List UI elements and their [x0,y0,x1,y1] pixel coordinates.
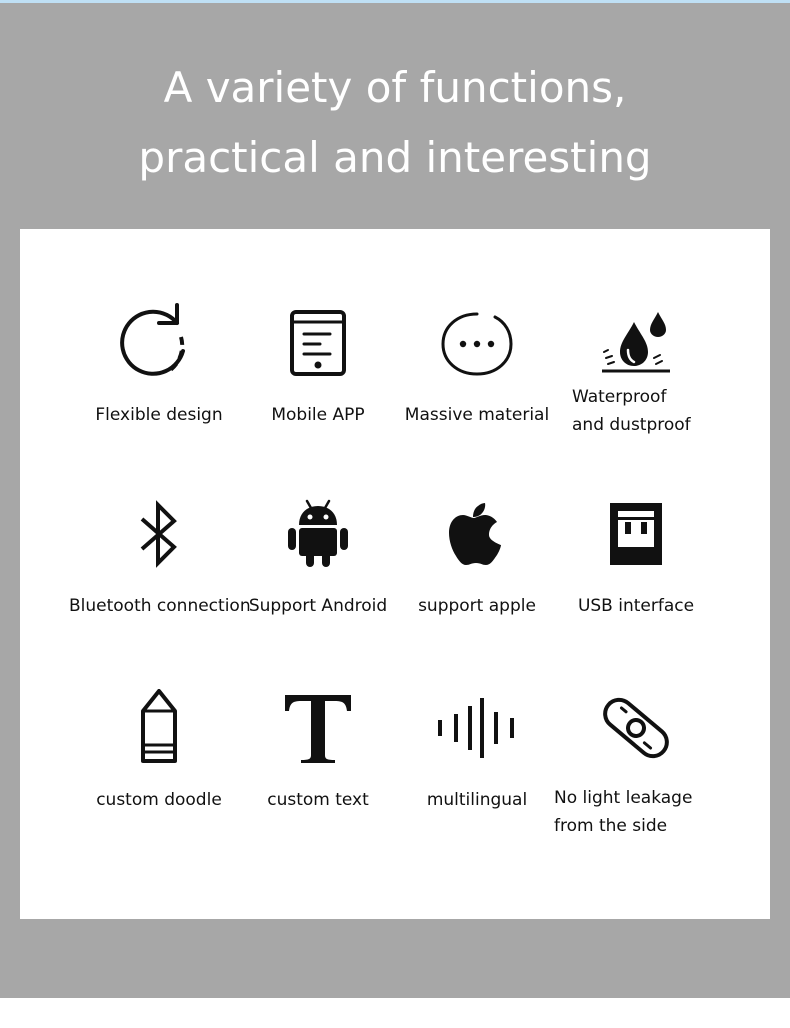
pencil-icon [117,686,201,770]
feature-custom-doodle [79,686,239,836]
text-icon [276,686,360,770]
headline [0,53,790,193]
feature-card [20,229,770,919]
refresh-icon [117,301,201,385]
chat-bubble-icon [435,301,519,385]
feature-mobile-app [238,301,398,451]
bluetooth-icon [117,492,201,576]
feature-label: support apple [418,596,536,616]
feature-label-line-1: No light leakage [554,788,693,808]
apple-icon [435,492,519,576]
waterproof-icon [594,301,678,385]
android-icon [276,492,360,576]
mobile-app-icon [276,301,360,385]
feature-custom-text [238,686,398,836]
feature-bluetooth [69,492,251,642]
feature-apple [397,492,557,642]
feature-flexible-design [79,301,239,451]
feature-label: USB interface [577,596,695,616]
feature-usb [556,492,716,642]
feature-label: Support Android [248,596,388,616]
sound-wave-icon [435,686,519,770]
headline-line-1: A variety of functions, [163,63,627,112]
feature-label: Mobile APP [271,405,365,425]
feature-label: multilingual [426,790,528,810]
feature-android [238,492,398,642]
light-strip-icon [594,686,678,770]
feature-label [554,784,734,840]
feature-label-line-2: from the side [554,816,668,836]
feature-label: Massive material [404,405,550,425]
feature-label-line-2: and dustproof [572,415,691,435]
feature-label: custom doodle [96,790,222,810]
feature-massive-material [397,301,557,451]
feature-no-light-leakage [556,686,716,836]
feature-label: Bluetooth connection [69,596,251,616]
headline-line-2: practical and interesting [138,133,652,182]
feature-label: Flexible design [95,405,223,425]
feature-label-line-1: Waterproof [572,387,667,407]
feature-label: custom text [267,790,369,810]
usb-icon [594,492,678,576]
feature-label [572,383,752,439]
feature-multilingual [397,686,557,836]
feature-waterproof [556,301,716,451]
